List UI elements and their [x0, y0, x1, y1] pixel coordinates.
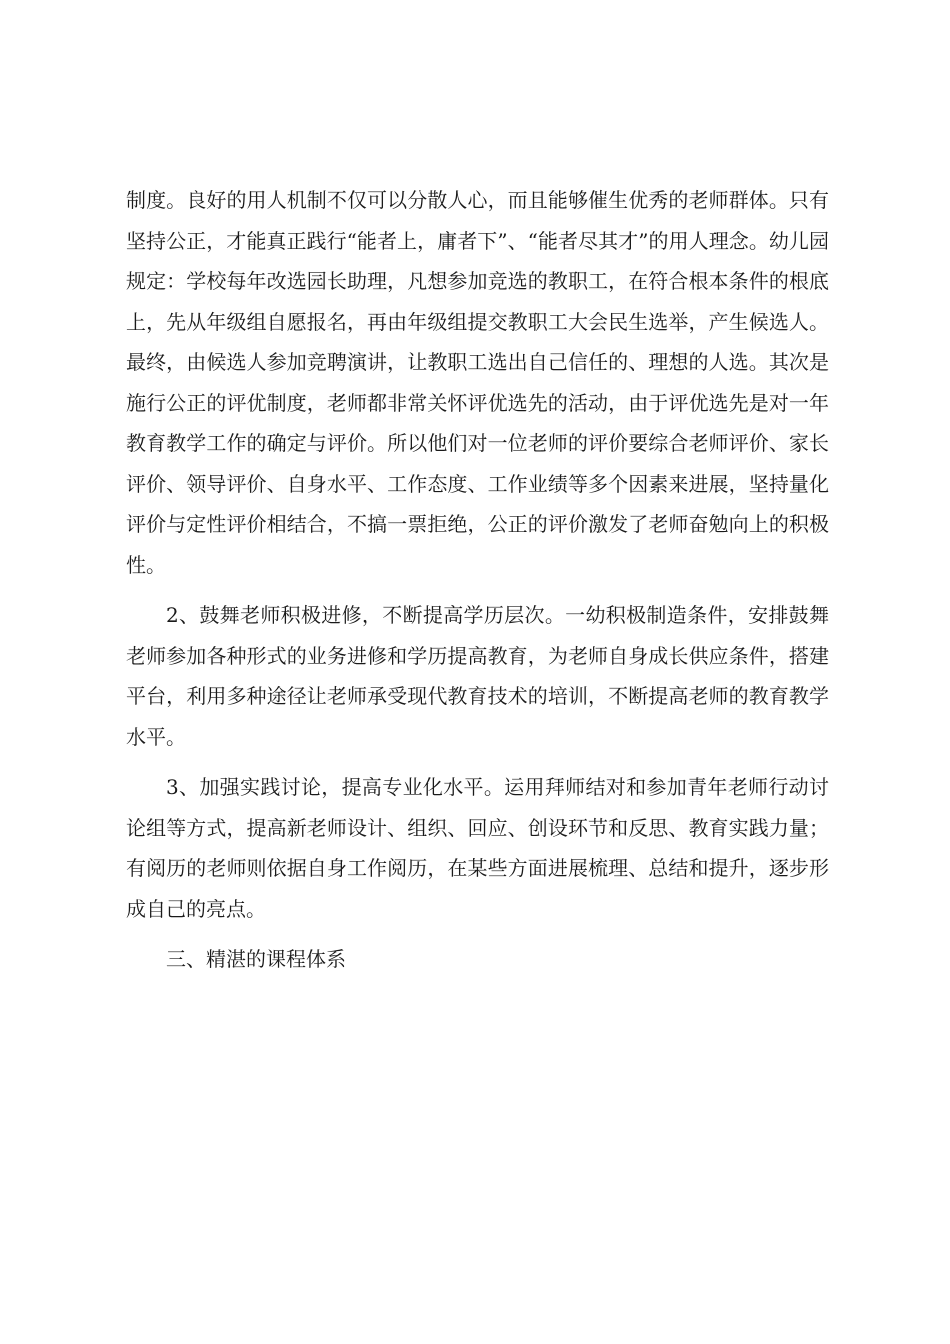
- paragraph-item-3: 3、加强实践讨论，提高专业化水平。运用拜师结对和参加青年老师行动讨论组等方式，提高新老师设计、组织、回应、创设环节和反思、教育实践力量；有阅历的老师则依据自身工作阅历，在某些方面进展梳理、总结和提升，逐步形成自己的亮点。: [126, 775, 829, 921]
- paragraph-item-2: 2、鼓舞老师积极进修，不断提高学历层次。一幼积极制造条件，安排鼓舞老师参加各种形式的业务进修和学历提高教育，为老师自身成长供应条件，搭建平台，利用多种途径让老师承受现代教育技术的培训，不断提高老师的教育教学水平。: [126, 603, 829, 749]
- document-body: [126, 180, 829, 980]
- paragraph-continuation: 制度。良好的用人机制不仅可以分散人心，而且能够催生优秀的老师群体。只有坚持公正，才能真正践行“能者上，庸者下”、“能者尽其才”的用人理念。幼儿园规定：学校每年改选园长助理，凡想参加竞选的教职工，在符合根本条件的根底上，先从年级组自愿报名，再由年级组提交教职工大会民生选举，产生候选人。最终，由候选人参加竞聘演讲，让教职工选出自己信任的、理想的人选。其次是施行公正的评优制度，老师都非常关怀评优选先的活动，由于评优选先是对一年教育教学工作的确定与评价。所以他们对一位老师的评价要综合老师评价、家长评价、领导评价、自身水平、工作态度、工作业绩等多个因素来进展，坚持量化评价与定性评价相结合，不搞一票拒绝，公正的评价激发了老师奋勉向上的积极性。: [126, 188, 829, 577]
- section-heading: 三、精湛的课程体系: [166, 947, 346, 971]
